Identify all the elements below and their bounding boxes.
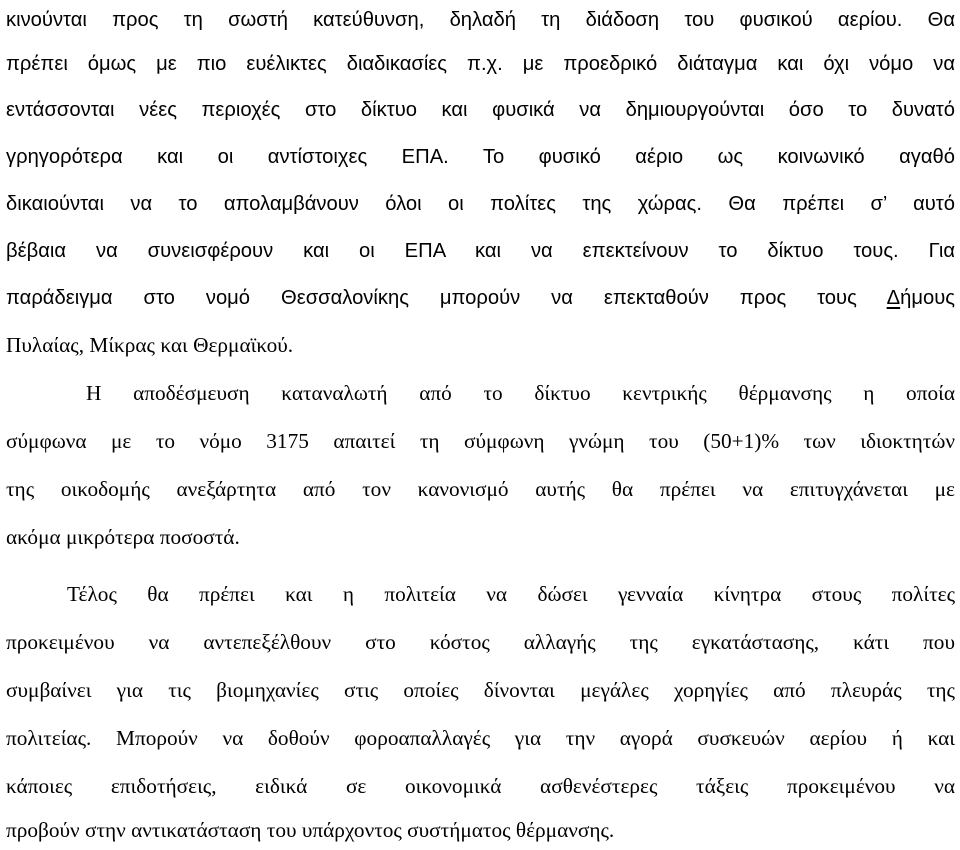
text-line: προβούν στην αντικατάσταση του υπάρχοντος συστήματος θέρμανσης. bbox=[6, 818, 615, 842]
text-line: Τέλος θα πρέπει και η πολιτεία να δώσει γενναία κίνητρα στους πολίτες bbox=[67, 582, 955, 606]
text-line: κινούνται προς τη σωστή κατεύθυνση, δηλαδή τη διάδοση του φυσικού αερίου. Θα bbox=[6, 9, 955, 31]
text-line: σύμφωνα με το νόμο 3175 απαιτεί τη σύμφωνη γνώμη του (50+1)% των ιδιοκτητών bbox=[6, 429, 955, 453]
text-line bbox=[6, 278, 955, 318]
text-line: ακόμα μικρότερα ποσοστά. bbox=[6, 525, 240, 549]
underlined-letter: Δ bbox=[886, 287, 901, 309]
text-line: Πυλαίας, Μίκρας και Θερμαϊκού. bbox=[6, 333, 294, 357]
text-line: πολιτείας. Μπορούν να δοθούν φοροαπαλλαγές για την αγορά συσκευών αερίου ή και bbox=[6, 726, 955, 750]
text-line: προκειμένου να αντεπεξέλθουν στο κόστος αλλαγής της εγκατάστασης, κάτι που bbox=[6, 630, 955, 654]
text-line: συμβαίνει για τις βιομηχανίες στις οποίες δίνονται μεγάλες χορηγίες από πλευράς της bbox=[6, 678, 955, 702]
text-line: γρηγορότερα και οι αντίστοιχες ΕΠΑ. Το φυσικό αέριο ως κοινωνικό αγαθό bbox=[6, 146, 955, 168]
text-line: βέβαια να συνεισφέρουν και οι ΕΠΑ και να επεκτείνουν το δίκτυο τους. Για bbox=[6, 240, 955, 262]
text-line: της οικοδομής ανεξάρτητα από τον κανονισμό αυτής θα πρέπει να επιτυγχάνεται με bbox=[6, 477, 955, 501]
text-line: εντάσσονται νέες περιοχές στο δίκτυο και φυσικά να δημιουργούνται όσο το δυνατό bbox=[6, 99, 955, 121]
text-line: κάποιες επιδοτήσεις, ειδικά σε οικονομικά ασθενέστερες τάξεις προκειμένου να bbox=[6, 774, 955, 798]
text-line: Η αποδέσμευση καταναλωτή από το δίκτυο κεντρικής θέρμανσης η οποία bbox=[86, 381, 955, 405]
line-segment: παράδειγμα στο νομό Θεσσαλονίκης μπορούν να επεκταθούν προς τους bbox=[6, 287, 887, 309]
text-line: δικαιούνται να το απολαμβάνουν όλοι οι πολίτες της χώρας. Θα πρέπει σ’ αυτό bbox=[6, 193, 955, 215]
line-segment: ήμους bbox=[900, 287, 955, 309]
text-line: πρέπει όμως με πιο ευέλικτες διαδικασίες π.χ. με προεδρικό διάταγμα και όχι νόμο να bbox=[6, 53, 955, 75]
